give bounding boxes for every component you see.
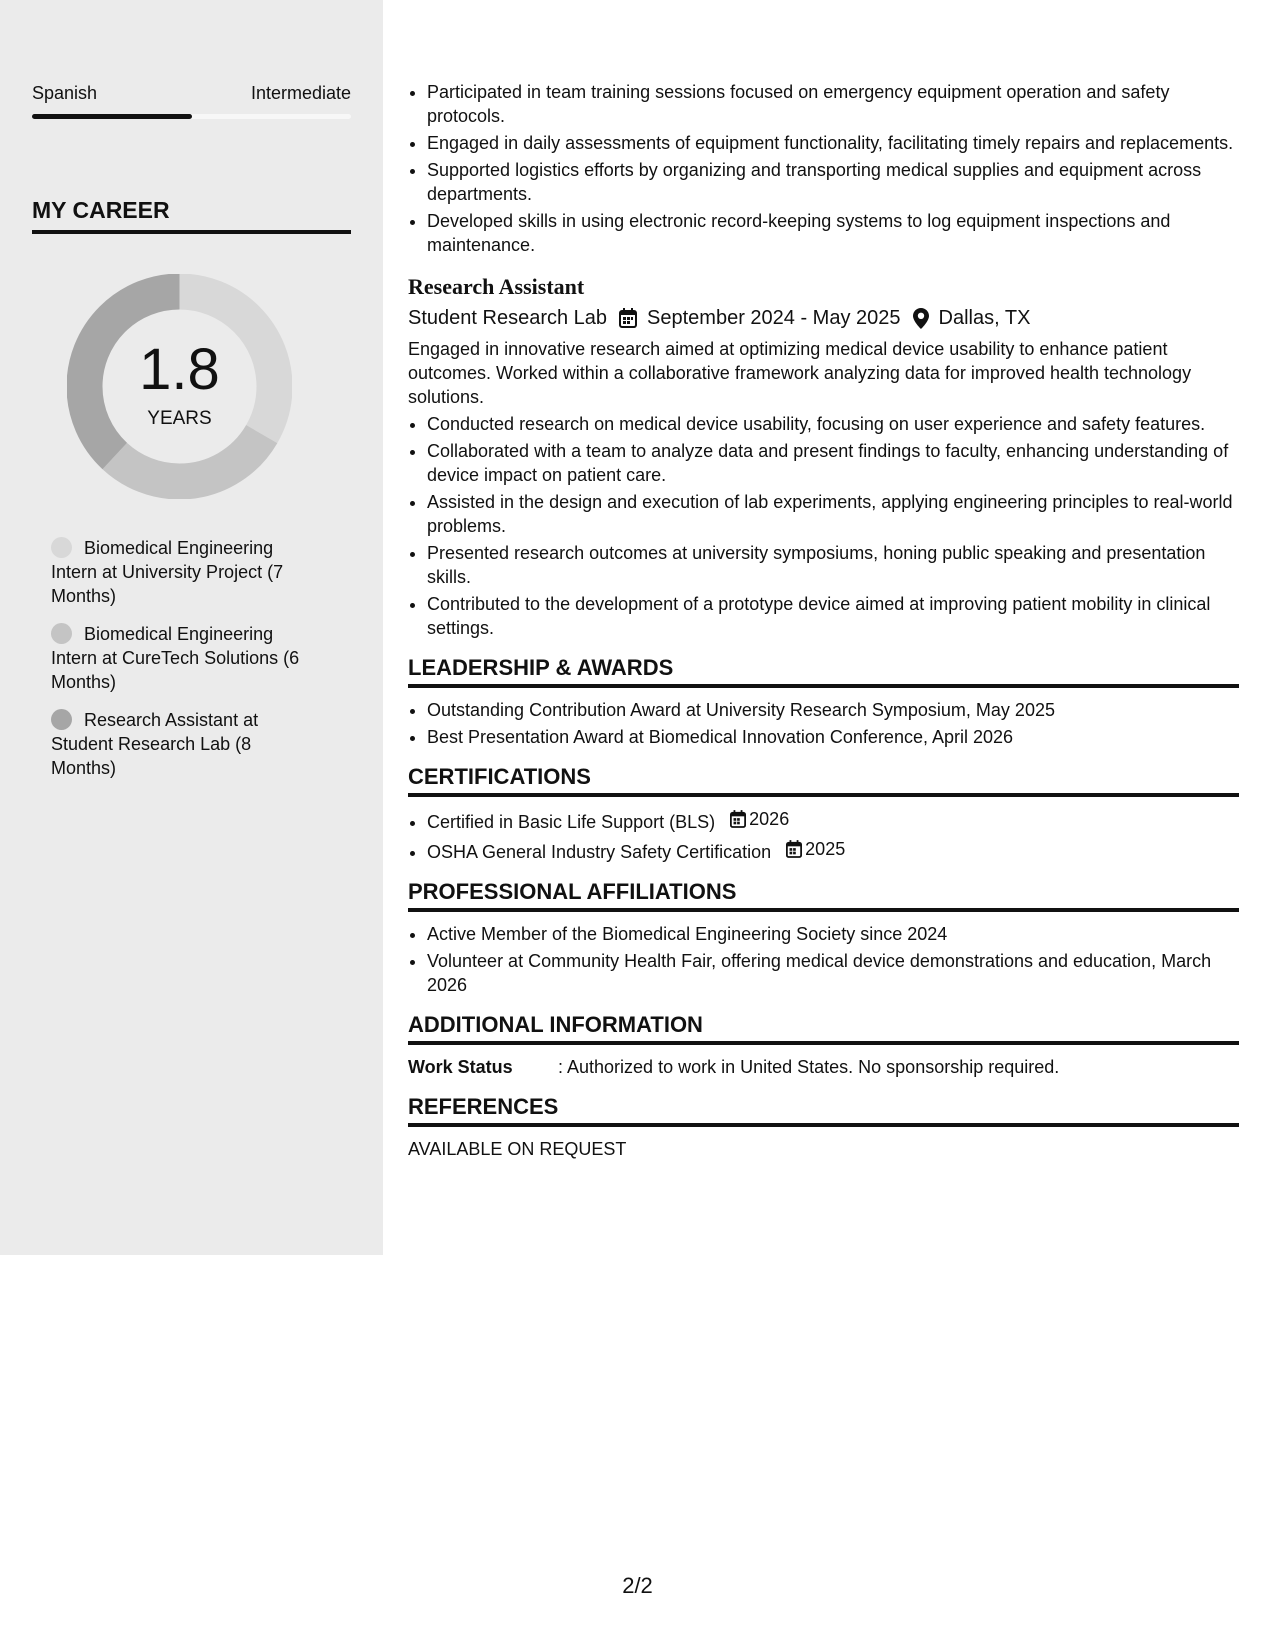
calendar-icon [786,840,802,858]
job-dates: September 2024 - May 2025 [647,307,901,329]
map-pin-icon [913,308,929,329]
career-legend-item [51,536,321,608]
list-item: • Engaged in daily assessments of equipment functionality, facilitating timely repairs and replacements. [427,131,1239,155]
certification-name: OSHA General Industry Safety Certification [427,842,772,862]
certification-item [427,807,1239,834]
references-heading: REFERENCES [408,1093,1239,1127]
calendar-icon [619,308,637,328]
career-legend-dot [51,537,72,558]
list-item: • Developed skills in using electronic record-keeping systems to log equipment inspections and maintenance. [427,209,1239,257]
affiliations-list [408,922,1239,997]
list-item: • Presented research outcomes at university symposiums, honing public speaking and presentation skills. [427,541,1239,589]
main-content [408,80,1239,1161]
career-donut-chart [67,274,292,499]
career-legend-item [51,708,321,780]
list-item: • Participated in team training sessions focused on emergency equipment operation and safety protocols. [427,80,1239,128]
career-total-value: 1.8 [139,337,220,402]
certification-year: 2026 [749,809,790,829]
job-bullets [408,412,1239,640]
work-status-label: Work Status [408,1057,513,1077]
job-location: Dallas, TX [938,307,1031,329]
list-item: • Supported logistics efforts by organizing and transporting medical supplies and equipment across departments. [427,158,1239,206]
calendar-icon [730,810,746,828]
leadership-heading: LEADERSHIP & AWARDS [408,654,1239,688]
certifications-list [408,807,1239,864]
certification-date [730,807,789,831]
certification-date [786,837,845,861]
career-legend-dot [51,709,72,730]
additional-info-heading: ADDITIONAL INFORMATION [408,1011,1239,1045]
career-heading: MY CAREER [32,196,351,234]
career-total-unit: YEARS [147,408,212,429]
job-title: Research Assistant [408,274,585,299]
job-description: Engaged in innovative research aimed at optimizing medical device usability to enhance patient outcomes. Worked within a collaborative framework analyzing data for improved health technology solutions. [408,339,1192,407]
language-proficiency-bar [32,114,351,119]
list-item: • Outstanding Contribution Award at University Research Symposium, May 2025 [427,698,1239,722]
leadership-list [408,698,1239,749]
list-item: • Conducted research on medical device usability, focusing on user experience and safety features. [427,412,1239,436]
job-company: Student Research Lab [408,307,608,329]
certification-year: 2025 [805,839,846,859]
page-number: 2/2 [622,1573,653,1598]
language-row [32,82,351,104]
language-proficiency-fill [32,114,192,119]
language-name: Spanish [32,83,98,103]
list-item: • Assisted in the design and execution of lab experiments, applying engineering principles to real-world problems. [427,490,1239,538]
job-meta [408,304,1239,332]
certification-item [427,837,1239,864]
affiliations-heading: PROFESSIONAL AFFILIATIONS [408,878,1239,912]
career-legend-item [51,622,321,694]
certification-name: Certified in Basic Life Support (BLS) [427,812,716,832]
language-level: Intermediate [250,83,351,103]
work-status-row [408,1055,1239,1079]
list-item: • Volunteer at Community Health Fair, offering medical device demonstrations and education, March 2026 [427,949,1239,997]
career-legend-label: Biomedical Engineering Intern at University Project (7 Months) [51,538,284,606]
work-status-value: : Authorized to work in United States. No sponsorship required. [558,1057,1060,1077]
previous-job-bullets [408,80,1239,257]
list-item: • Contributed to the development of a prototype device aimed at improving patient mobility in clinical settings. [427,592,1239,640]
references-text: AVAILABLE ON REQUEST [408,1139,627,1159]
career-legend-dot [51,623,72,644]
career-legend [51,536,321,794]
career-legend-label: Biomedical Engineering Intern at CureTech Solutions (6 Months) [51,624,300,692]
list-item: • Best Presentation Award at Biomedical Innovation Conference, April 2026 [427,725,1239,749]
sidebar [0,0,383,1255]
list-item: • Collaborated with a team to analyze data and present findings to faculty, enhancing understanding of device impact on patient care. [427,439,1239,487]
certifications-heading: CERTIFICATIONS [408,763,1239,797]
career-legend-label: Research Assistant at Student Research Lab (8 Months) [51,710,259,778]
list-item: • Active Member of the Biomedical Engineering Society since 2024 [427,922,1239,946]
